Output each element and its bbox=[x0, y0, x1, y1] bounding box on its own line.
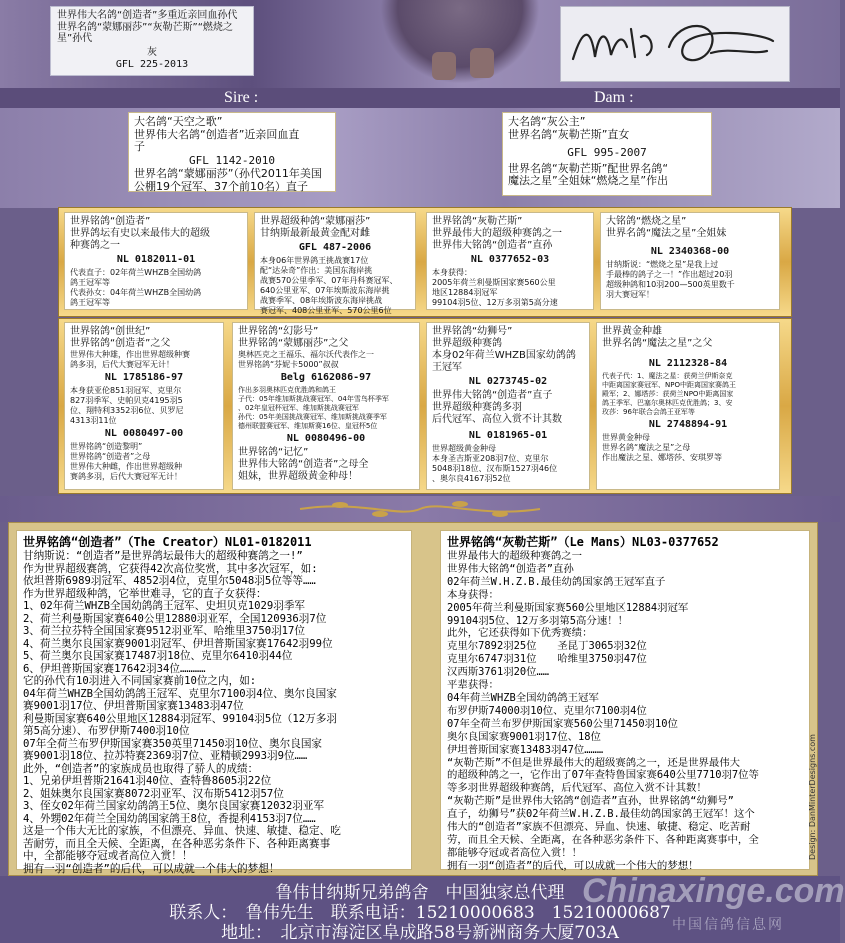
bird-note-line: 星”孙代 bbox=[57, 33, 93, 44]
creator-line: 5、荷兰奥尔良国家赛17487羽18位、克里尔6410羽44位 bbox=[23, 650, 293, 662]
gp-line: 99104羽5位、12万多羽第5高分速 bbox=[432, 298, 558, 307]
gp-line: 本身获得： bbox=[432, 268, 472, 277]
gp-line: 种赛鸽之一 bbox=[70, 240, 120, 251]
gp-line: 地区12884羽冠军 bbox=[432, 288, 498, 297]
creator-line: 拥有一羽“创造者”的后代，可以成就一个伟大的梦想！ bbox=[23, 862, 280, 875]
ggp-line: 作出多羽奥林匹克优胜鸽和鸽王 bbox=[238, 386, 336, 394]
gp-line: 世界伟大铭鸽“创造者”直孙 bbox=[432, 240, 553, 251]
sire-line: 世界名鸽“蒙娜丽莎”（孙代2011年美国 bbox=[134, 167, 322, 180]
bird-ring: GFL 225-2013 bbox=[115, 59, 189, 70]
ggp-line: 世界黄金种母 bbox=[602, 433, 650, 442]
lemans-line: 汉西斯3761羽20位…… bbox=[447, 666, 549, 679]
ggp-line: 4313羽11位 bbox=[70, 416, 117, 425]
creator-line: 1、02年荷兰WHZB全国幼鸽鸽王冠军、史坦贝克1029羽季军 bbox=[23, 600, 306, 612]
creator-line: 赛9001羽18位、拉苏特赛2369羽7位、亚精顿2993羽9位…… bbox=[23, 750, 308, 762]
watermark-brand: Chinaxinge.com bbox=[582, 872, 845, 910]
ggp-line: 本身02年荷兰WHZB国家幼鸽鸽 bbox=[432, 350, 576, 361]
creator-line: 4、荷兰奥尔良国家赛9001羽冠军、伊坦普斯国家赛17642羽99位 bbox=[23, 637, 333, 650]
lemans-line: 平辈获得： bbox=[447, 679, 499, 692]
gp-line: 手最棒的鸽子之一！”作出超过20羽 bbox=[606, 270, 733, 279]
ggp-line: 世界铭鸽“创造黎明” bbox=[70, 442, 143, 451]
footer-line-contact: 联系人： 鲁伟先生 联系电话：15210000683 15210000687 bbox=[169, 903, 671, 923]
grandparent-box bbox=[426, 212, 594, 310]
ggp-line: 世界铭鸽“创造者”之父 bbox=[70, 338, 171, 349]
ggp-ring: NL 2112328-84 bbox=[648, 358, 728, 369]
ggp-line: 世界伟大种雄，作出世界超级种赛 bbox=[70, 350, 190, 359]
bird-note-box bbox=[50, 6, 254, 76]
lemans-line: 的超级种鸽之一，它作出了07年查特鲁国家赛640公里7710羽7位等 bbox=[447, 769, 759, 782]
ggp-line: 世界铭鸽“创造者”之母 bbox=[70, 452, 151, 461]
great-grandparent-box bbox=[232, 322, 420, 490]
lemans-line: 07年全荷兰布罗伊斯国家赛560公里71450羽10位 bbox=[447, 717, 678, 730]
ggp-line: 、02年皇冠杯冠军、维加斯挑战赛冠军 bbox=[238, 404, 359, 412]
creator-line: 07年全荷兰布罗伊斯国家赛350英里71450羽10位、奥尔良国家 bbox=[23, 737, 323, 750]
ggp-line: 世界超级黄金种母 bbox=[432, 444, 496, 453]
gp-line: 鸽王冠军等 bbox=[70, 298, 110, 307]
gp-line: 大铭鸽“燃烧之星” bbox=[606, 216, 687, 227]
footer-line-company: 鲁伟甘纳斯兄弟鸽舍 中国独家总代理 bbox=[275, 883, 565, 903]
lemans-line: 2005年荷兰利曼斯国家赛560公里地区12884羽冠军 bbox=[447, 601, 689, 614]
ggp-line: 世界伟大种雌，作出世界超级种 bbox=[70, 462, 182, 471]
gp-line: 甘纳斯说：“燃烧之星”是我上过 bbox=[606, 260, 719, 269]
creator-line: 利曼斯国家赛640公里地区12884羽冠军、99104羽5位（12万多羽 bbox=[23, 712, 337, 725]
ggp-line: 德州联盟赛冠军、维加斯赛16位、皇冠杯5位 bbox=[238, 422, 378, 430]
ggp-line: 世界名鸽“魔法之星”之父 bbox=[602, 338, 713, 349]
lemans-description-box bbox=[440, 530, 810, 870]
ggp-line: 玫莎：96年联合会鸽王亚军等 bbox=[602, 408, 695, 416]
lemans-line: 克里尔7892羽25位 圣昆丁3065羽32位 bbox=[447, 640, 647, 653]
gp-ring: NL 0377652-03 bbox=[470, 254, 550, 265]
ggp-line: 赛鸽多羽，后代大赛冠军无计！ bbox=[70, 472, 182, 481]
ggp-line: 本身获亚伦851羽冠军、克里尔 bbox=[70, 386, 182, 395]
dam-line: 世界名鸽“灰勒芒斯”直女 bbox=[508, 127, 630, 141]
grandparent-box bbox=[64, 212, 248, 310]
creator-line: 中，全都能够夺冠或者高位入赏！！ bbox=[23, 850, 193, 862]
ggp-line: 、奥尔良4167羽52位 bbox=[432, 474, 511, 483]
gp-line: 赛冠军、408公里亚军、570公里6位 bbox=[260, 306, 392, 315]
gp-line: 本身06年世界鸽王挑战赛17位 bbox=[260, 256, 369, 265]
lemans-line: 世界伟大铭鸽“创造者”直孙 bbox=[447, 562, 574, 575]
ggp-line: 世界伟大铭鸽“创造者”直子 bbox=[432, 390, 553, 401]
lemans-line: 世界最伟大的超级种赛鸽之一 bbox=[447, 550, 583, 562]
bird-note-line: 世界名鸽“蒙娜丽莎”“灰勒芒斯”“燃烧之 bbox=[57, 21, 233, 33]
ggp-line: 世界铭鸽“创世纪” bbox=[70, 326, 151, 337]
great-grandparent-box bbox=[426, 322, 590, 490]
lemans-line: 02年荷兰W.H.Z.B.最佳幼鸽国家鸽王冠军直子 bbox=[447, 575, 666, 588]
gp-line: 世界铭鸽“创造者” bbox=[70, 216, 151, 227]
sire-ring: GFL 1142-2010 bbox=[188, 153, 276, 167]
grandparent-box bbox=[600, 212, 780, 310]
gp-line: 战赛季军、08年埃斯波东海岸挑战 bbox=[260, 296, 383, 305]
gp-ring: GFL 487-2006 bbox=[298, 242, 372, 253]
ggp-line: 子代：05年维加斯挑战赛冠军、04年雪鸟杯季军 bbox=[238, 395, 389, 403]
ggp-line: 鸽多羽，后代大赛冠军无计！ bbox=[70, 360, 174, 369]
ggp-ring: NL 0273745-02 bbox=[468, 376, 548, 387]
ggp-line: 827羽季军、史帕贝克4195羽5 bbox=[70, 396, 183, 405]
gp-line: 世界最伟大的超级种赛鸽之一 bbox=[432, 228, 562, 239]
creator-line: 赛9001羽17位、伊坦普斯国家赛13483羽47位 bbox=[23, 700, 244, 712]
ggp-line: 鸽王季军、巴塞尔奥林匹克优胜鸽；3、安 bbox=[602, 399, 733, 407]
ggp-line: 作出魔法之星、娜塔莎、安琪罗等 bbox=[602, 453, 722, 462]
ggp-line: 后代冠军、高位入赏不计其数 bbox=[432, 414, 562, 425]
gp-ring: NL 2340368-00 bbox=[650, 246, 730, 257]
lemans-line: 此外，它还获得如下优秀赛绩： bbox=[447, 627, 593, 640]
ggp-line: 世界超级种赛鸽多羽 bbox=[432, 402, 522, 413]
ggp-line: 殿军；2、娜塔莎：获荷兰NPO中距离国家 bbox=[602, 390, 734, 398]
creator-line: 作为世界超级种鸽，它举世难寻，它的直子女获得： bbox=[23, 587, 267, 600]
lemans-line: 99104羽5位、12万多羽第5高分速！！ bbox=[447, 614, 628, 627]
ggp-line: 孙代：05年美国挑战赛冠军、维加斯挑战赛季军 bbox=[238, 413, 387, 421]
gp-line: 鸽王冠军等 bbox=[70, 278, 110, 287]
ggp-ring: NL 0181965-01 bbox=[468, 430, 548, 441]
ggp-line: 奥林匹克之王福乐、福尔沃代表作之一 bbox=[238, 350, 374, 359]
ggp-line: 世界铭鸽“幼狮号” bbox=[432, 326, 513, 337]
pigeon-foot-right bbox=[470, 48, 494, 78]
side-credit: Design: DanMinterDesigns.com bbox=[808, 734, 817, 860]
ornament-divider bbox=[0, 496, 840, 522]
lemans-header: 世界铭鸽“灰勒芒斯”（Le Mans）NL03-0377652 bbox=[447, 535, 719, 549]
ggp-ring: NL 1785186-97 bbox=[104, 372, 184, 383]
parents-bar bbox=[0, 88, 840, 108]
creator-line: 1、兄弟伊坦普斯21641羽40位、查特鲁8605羽22位 bbox=[23, 775, 272, 787]
creator-line: 3、荷兰拉芬特全国国家赛9512羽亚军、哈维里3750羽17位 bbox=[23, 625, 306, 637]
creator-line: 苦耐劳，而且全天候、全距离，在各种恶劣条件下、各种距离赛事 bbox=[23, 837, 331, 850]
gp-line: 2005年荷兰利曼斯国家赛560公里 bbox=[432, 278, 556, 287]
dam-box bbox=[502, 112, 712, 196]
lemans-line: 04年荷兰WHZB全国幼鸽鸽王冠军 bbox=[447, 691, 599, 704]
gp-line: 世界鸽坛有史以来最伟大的超级 bbox=[70, 228, 210, 239]
sire-line: 子 bbox=[134, 140, 145, 153]
lemans-line: 伊坦普斯国家赛13483羽47位……… bbox=[447, 743, 604, 756]
creator-line: 04年荷兰WHZB全国幼鸽鸽王冠军、克里尔7100羽4位、奥尔良国家 bbox=[23, 687, 337, 700]
ggp-line: 世界铭鸽“蒙娜丽莎”之父 bbox=[238, 338, 349, 349]
footer-line-address: 地址： 北京市海淀区阜成路58号新洲商务大厦703A bbox=[221, 923, 619, 943]
lemans-line: 克里尔6747羽31位 哈维里3750羽47位 bbox=[447, 653, 647, 666]
gp-ring: NL 0182011-01 bbox=[116, 254, 196, 265]
grandparent-box bbox=[254, 212, 416, 315]
lemans-line: 伟大的“创造者”家族不但漂亮、异血、快速、敏捷、稳定、吃苦耐 bbox=[447, 821, 751, 834]
gp-line: 世界铭鸽“灰勒芒斯” bbox=[432, 216, 523, 227]
signature-scribble-icon bbox=[561, 7, 791, 83]
ggp-line: 中距离国家赛冠军、NPO中距离国家赛鸽王 bbox=[602, 381, 736, 389]
ggp-line: 世界名鸽“魔法之星”之母 bbox=[602, 443, 691, 452]
lemans-line: “灰勒芒斯”是世界伟大铭鸽“创造者”直孙，世界铭鸽“幼狮号” bbox=[447, 795, 734, 808]
dam-line: 魔法之星”全姐妹“燃烧之星”作出 bbox=[508, 174, 669, 187]
gp-line: 代表孙女：04年荷兰WHZB全国幼鸽 bbox=[70, 288, 202, 297]
creator-line: 3、侄女02年荷兰国家幼鸽鸽王5位、奥尔良国家赛12032羽亚军 bbox=[23, 800, 325, 812]
ggp-ring: NL 0080496-00 bbox=[286, 433, 366, 444]
watermark-sub: 中国信鸽信息网 bbox=[672, 917, 784, 933]
creator-line: 作为世界超级赛鸽，它获得42次高位奖赏，其中多次冠军，如: bbox=[23, 562, 318, 575]
bird-note-line: 世界伟大名鸽“创造者”多重近亲回血孙代 bbox=[57, 10, 238, 21]
lemans-line: 都能够夺冠或者高位入赏！！ bbox=[447, 846, 583, 859]
lemans-line: 直子，幼狮号”获02年荷兰W.H.Z.B.最佳幼鸽国家鸽王冠军！这个 bbox=[447, 808, 755, 821]
great-grandparent-box bbox=[596, 322, 780, 490]
ggp-line: 世界黄金种雄 bbox=[602, 326, 662, 337]
ggp-ring: NL 2748894-91 bbox=[648, 419, 728, 430]
gp-line: 配“达朵奇”作出：美国东海岸挑 bbox=[260, 266, 373, 275]
pigeon-foot-left bbox=[432, 52, 456, 80]
creator-line: 第5高分速）、布罗伊斯7400羽10位 bbox=[23, 725, 190, 737]
sire-line: 公棚19个冠军、37个前10名）直子 bbox=[134, 179, 308, 193]
ggp-line: 世界铭鸽“幻影号” bbox=[238, 326, 319, 337]
dam-line: 大名鸽“灰公主” bbox=[508, 115, 586, 128]
sire-label: Sire : bbox=[224, 89, 259, 106]
bird-color: 灰 bbox=[147, 46, 157, 58]
creator-line: 2、姐妹奥尔良国家赛8072羽亚军、汉布斯5412羽57位 bbox=[23, 787, 284, 800]
sire-line: 世界伟大名鸽“创造者”近亲回血直 bbox=[134, 127, 300, 141]
gp-line: 代表直子：02年荷兰WHZB全国幼鸽 bbox=[70, 268, 202, 277]
gp-line: 甘纳斯最新最黄金配对雌 bbox=[260, 228, 370, 239]
ggp-ring: Belg 6162086-97 bbox=[280, 372, 372, 383]
lemans-line: 劳，而且全天候、全距离，在各种恶劣条件下、各种距离赛事中，全 bbox=[447, 833, 759, 846]
great-grandparent-box bbox=[64, 322, 224, 490]
creator-line: 2、荷兰利曼斯国家赛640公里12880羽亚军，全国120936羽7位 bbox=[23, 612, 327, 625]
gp-line: 世界名鸽“魔法之星”全姐妹 bbox=[606, 228, 727, 239]
creator-header: 世界铭鸽“创造者”（The Creator）NL01-0182011 bbox=[23, 535, 312, 549]
lemans-line: 本身获得： bbox=[447, 588, 499, 601]
ggp-line: 世界超级种赛鸽 bbox=[432, 338, 502, 349]
creator-line: 4、外甥02年荷兰全国幼鸽国家鸽王8位，香提利4153羽7位…… bbox=[23, 812, 316, 825]
dam-line: 世界名鸽“灰勒芒斯”配世界名鸽“ bbox=[508, 161, 669, 175]
ggp-ring: NL 0080497-00 bbox=[104, 428, 184, 439]
sire-line: 大名鸽“天空之歌” bbox=[134, 115, 223, 128]
creator-line: 此外，“创造者”的家族成员也取得了骄人的成绩： bbox=[23, 762, 259, 775]
creator-line: 甘纳斯说：“创造者”是世界鸽坛最伟大的超级种赛鸽之一!” bbox=[23, 550, 303, 562]
ggp-line: 5048羽18位、汉布斯1527羽46位 bbox=[432, 464, 558, 473]
lemans-line: 布罗伊斯74000羽10位、克里尔7100羽4位 bbox=[447, 704, 647, 717]
ggp-line: 世界伟大铭鸽“创造者”之母全 bbox=[238, 459, 369, 470]
ggp-line: 王冠军 bbox=[432, 362, 462, 373]
lemans-line: 奥尔良国家赛9001羽17位、18位 bbox=[447, 730, 601, 743]
ggp-line: 世界铭鸽“芬妮卡5000”叔叔 bbox=[238, 360, 339, 369]
gp-line: 羽大赛冠军！ bbox=[606, 290, 654, 299]
dam-label: Dam : bbox=[594, 89, 634, 106]
gp-line: 世界超级种鸽“蒙娜丽莎” bbox=[260, 216, 371, 227]
creator-line: 依坦普斯6989羽冠军、4852羽4位，克里尔5048羽5位等等…… bbox=[23, 575, 316, 587]
lemans-line: “灰勒芒斯”不但是世界最伟大的超级赛鸽之一，还是世界最伟大 bbox=[447, 756, 741, 769]
creator-description-box bbox=[16, 530, 412, 875]
creator-line: 6、伊坦普斯国家赛17642羽34位………… bbox=[23, 662, 206, 675]
leaf-ornament-icon bbox=[0, 496, 840, 522]
ggp-line: 本身圣吉斯亚208羽7位、克里尔 bbox=[432, 454, 549, 463]
lemans-line: 等多羽世界超级种赛鸽，后代冠军、高位入赏不计其数！ bbox=[447, 782, 707, 795]
pigeon-feet-image bbox=[380, 0, 540, 84]
ggp-line: 代表子代：1、魔法之星：获荷兰伊斯奈克 bbox=[602, 372, 733, 380]
gp-line: 战赛570公里季军、07年丹科赛冠军、 bbox=[260, 276, 398, 285]
ggp-line: 位、翔特利3352羽6位、贝罗尼 bbox=[70, 406, 184, 415]
gp-line: 640公里亚军、07年埃斯波东海岸挑 bbox=[260, 286, 390, 295]
ggp-line: 姐妹，世界超级黄金种母！ bbox=[238, 471, 358, 482]
creator-line: 这是一个伟大无比的家族，不但漂亮、异血、快速、敏捷、稳定、吃 bbox=[23, 825, 341, 837]
creator-line: 它的孙代有10羽进入不同国家赛前10位之内，如: bbox=[23, 675, 257, 687]
ggp-line: 世界铭鸽“记忆” bbox=[238, 447, 309, 458]
parents-background bbox=[0, 108, 840, 208]
dam-ring: GFL 995-2007 bbox=[567, 146, 647, 159]
gp-line: 超级种鸽和10羽200—500英里数千 bbox=[606, 280, 735, 289]
lemans-line: 拥有一羽“创造者”的后代，可以成就一个伟大的梦想！ bbox=[447, 859, 699, 872]
signature-panel bbox=[560, 6, 790, 82]
sire-box bbox=[128, 112, 336, 192]
